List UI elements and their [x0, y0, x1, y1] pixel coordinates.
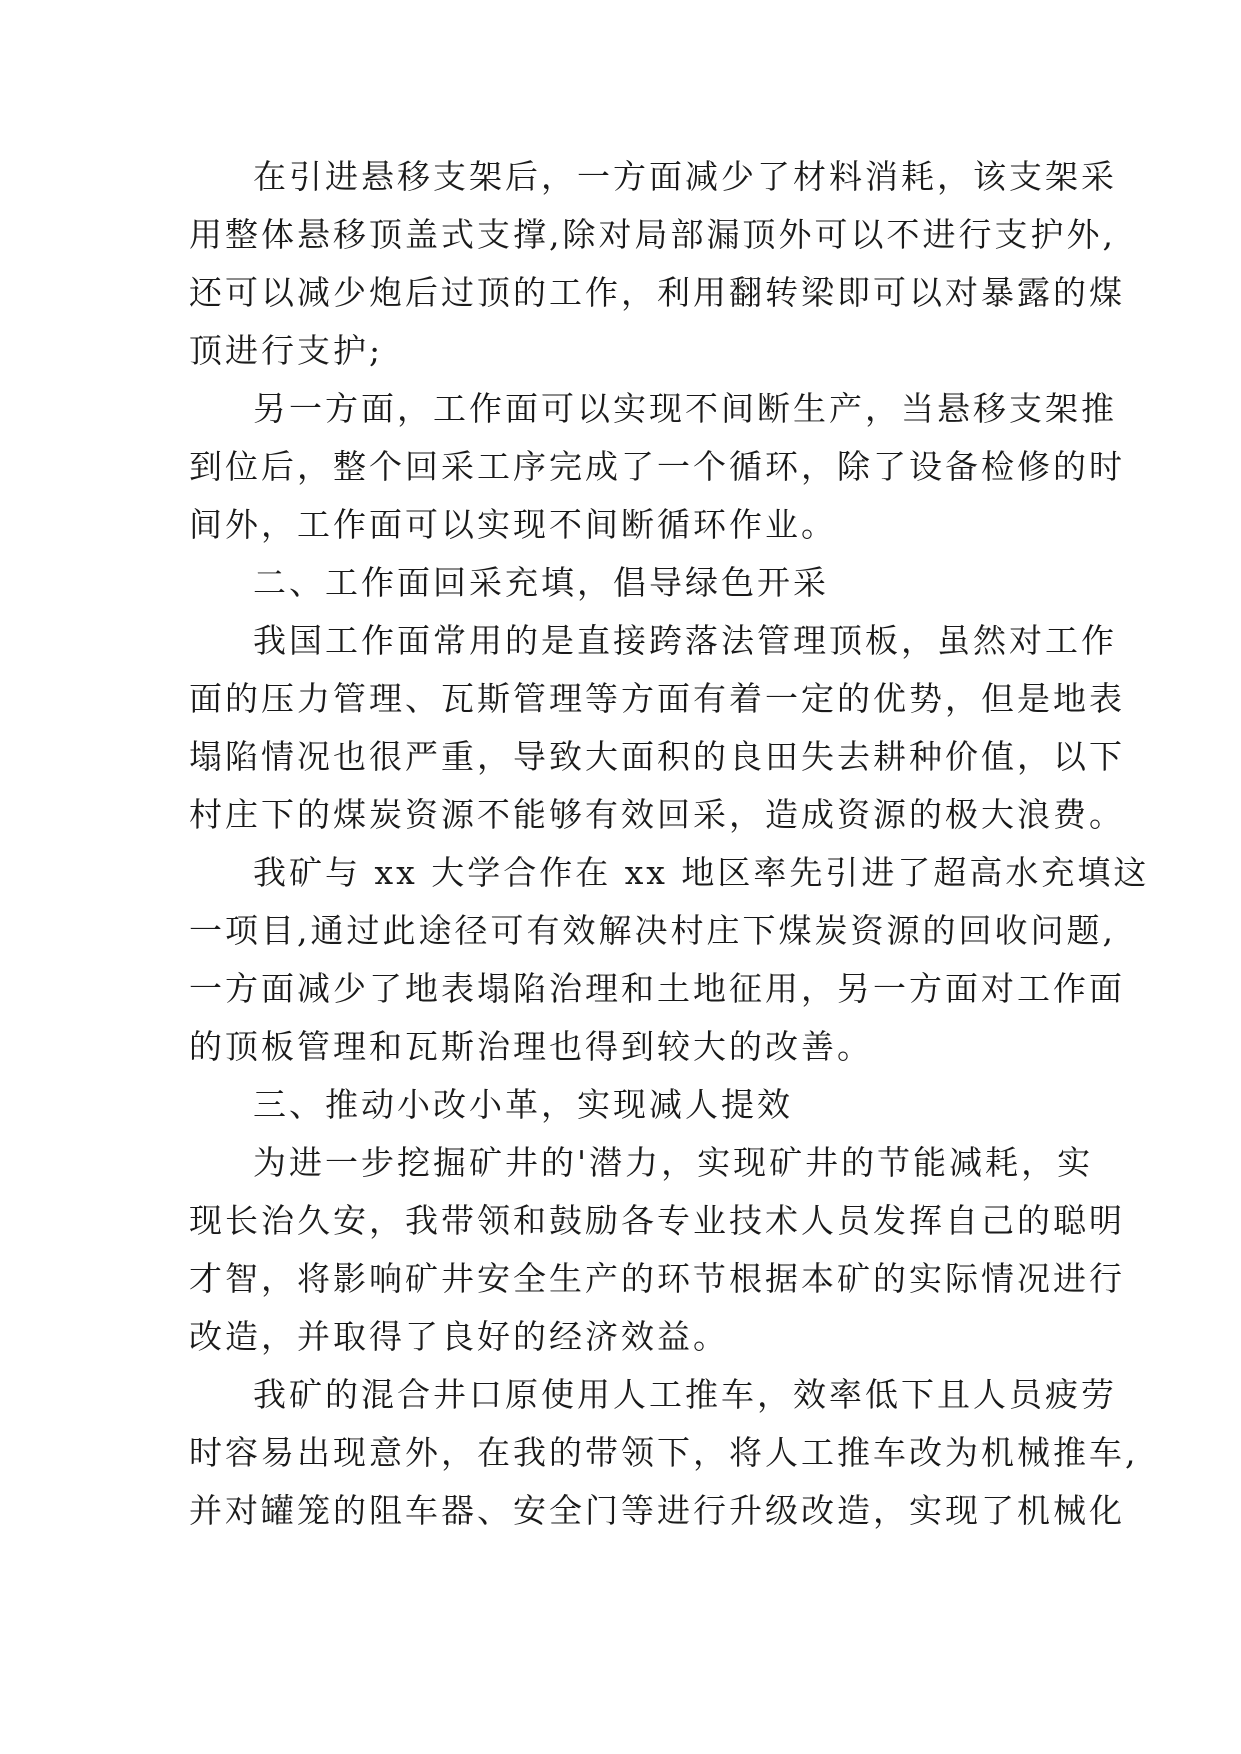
heading-text: 二、工作面回采充填，倡导绿色开采: [253, 563, 829, 602]
text-line: 的顶板管理和瓦斯治理也得到较大的改善。: [189, 1027, 873, 1066]
text-line: 村庄下的煤炭资源不能够有效回采，造成资源的极大浪费。: [189, 795, 1125, 834]
document-body: [189, 148, 1150, 1540]
section-heading-3: [189, 1076, 1079, 1134]
text-line: 并对罐笼的阻车器、安全门等进行升级改造，实现了机械化: [189, 1491, 1125, 1530]
text-line: 一项目,通过此途径可有效解决村庄下煤炭资源的回收问题,: [189, 911, 1116, 950]
text-line: 间外，工作面可以实现不间断循环作业。: [189, 505, 837, 544]
text-line: 一方面减少了地表塌陷治理和土地征用，另一方面对工作面: [189, 969, 1125, 1008]
paragraph-roof-management: [189, 612, 1125, 844]
heading-text: 三、推动小改小革，实现减人提效: [253, 1085, 793, 1124]
text-line: 为进一步挖掘矿井的'潜力，实现矿井的节能减耗，实: [253, 1143, 1094, 1182]
text-line: 我国工作面常用的是直接跨落法管理顶板，虽然对工作: [253, 621, 1117, 660]
text-line: 到位后，整个回采工序完成了一个循环，除了设备检修的时: [189, 447, 1125, 486]
text-line: 现长治久安，我带领和鼓励各专业技术人员发挥自己的聪明: [189, 1201, 1125, 1240]
text-line: 我矿的混合井口原使用人工推车，效率低下且人员疲劳: [253, 1375, 1117, 1414]
text-line: 才智，将影响矿井安全生产的环节根据本矿的实际情况进行: [189, 1259, 1125, 1298]
text-line: 在引进悬移支架后，一方面减少了材料消耗，该支架采: [253, 157, 1117, 196]
paragraph-mechanization: [189, 1366, 1139, 1540]
text-line: 时容易出现意外，在我的带领下，将人工推车改为机械推车,: [189, 1433, 1139, 1472]
text-line: 改造，并取得了良好的经济效益。: [189, 1317, 729, 1356]
paragraph-energy-saving: [189, 1134, 1125, 1366]
text-line: 另一方面，工作面可以实现不间断生产，当悬移支架推: [253, 389, 1117, 428]
text-line: 我矿与 xx 大学合作在 xx 地区率先引进了超高水充填这: [253, 853, 1150, 892]
section-heading-2: [189, 554, 1079, 612]
text-line: 还可以减少炮后过顶的工作，利用翻转梁即可以对暴露的煤: [189, 273, 1125, 312]
paragraph-continuous-production: [189, 380, 1125, 554]
paragraph-support-intro: [189, 148, 1125, 380]
text-line: 顶进行支护;: [189, 331, 384, 370]
text-line: 塌陷情况也很严重，导致大面积的良田失去耕种价值，以下: [189, 737, 1125, 776]
text-line: 面的压力管理、瓦斯管理等方面有着一定的优势，但是地表: [189, 679, 1125, 718]
paragraph-backfill-project: [189, 844, 1150, 1076]
text-line: 用整体悬移顶盖式支撑,除对局部漏顶外可以不进行支护外,: [189, 215, 1116, 254]
